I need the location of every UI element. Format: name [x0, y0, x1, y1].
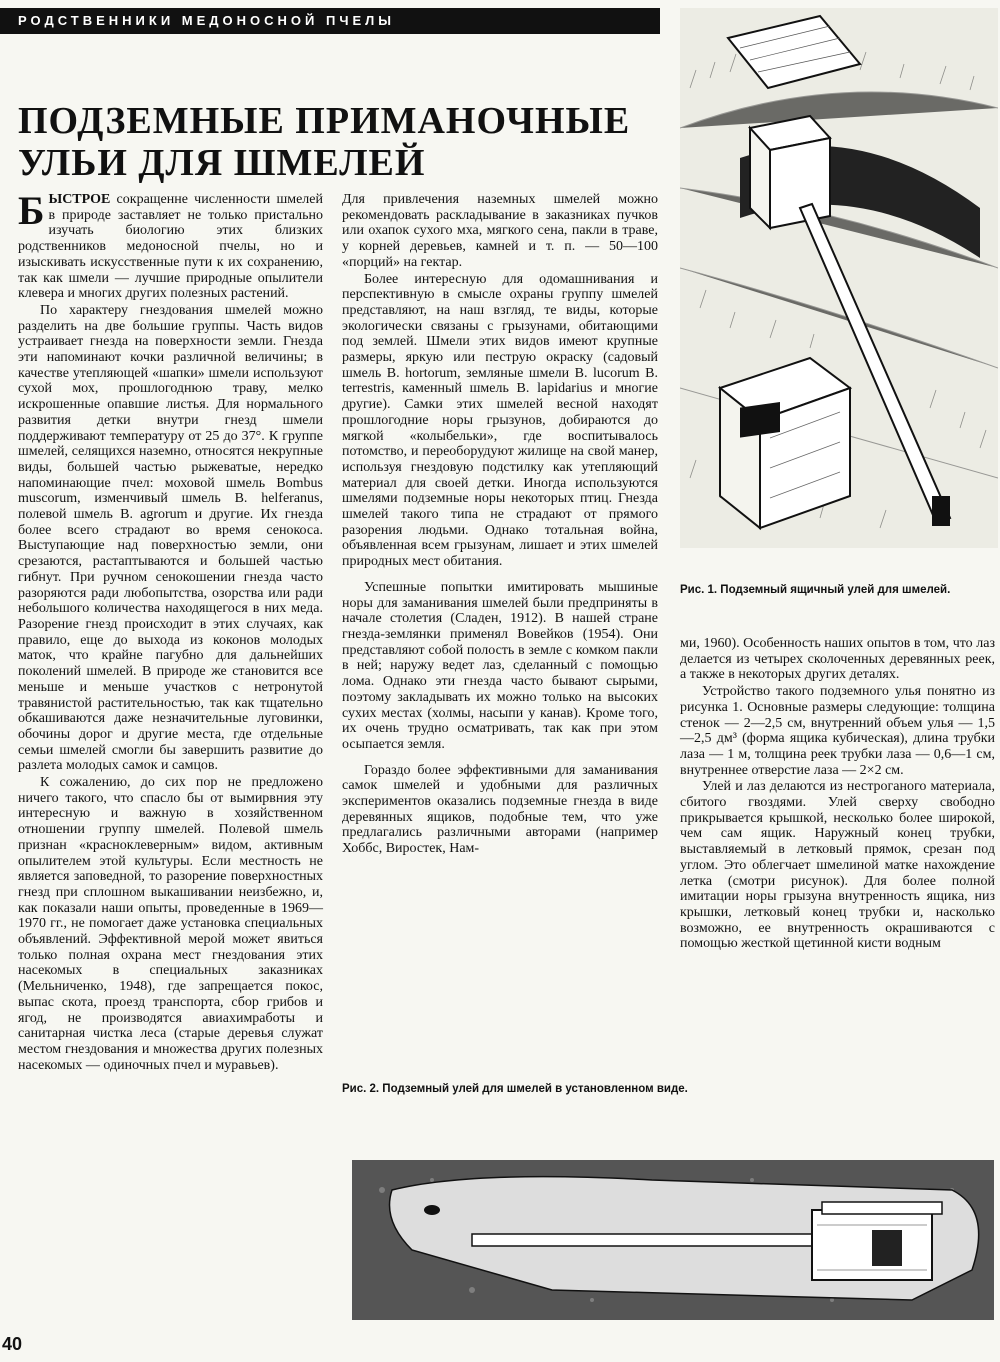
paragraph: Улей и лаз делаются из нестроганого материала, сбитого гвоздями. Улей сверху свободно прикрывается крышкой, несколько более широкой, чем сам ящик. Наружный конец трубки, выставляемый в летковый прямок, срезан под углом. Это облегчает шмелиной матке нахождение летка (смотри рисунок). Для более полной имитации норы грызуна внутренность ящика, низ крышки, летковый конец трубки и, насколько возможно, ее внутренность окрашиваются с помощью жесткой щетинной кисти водным	[680, 779, 995, 952]
column-1	[18, 188, 323, 1073]
paragraph: Гораздо более эффективными для заманивания самок шмелей и удобными для различных экспериментов оказались подземные гнезда в виде деревянных ящиков, подобные тем, что уже предлагались различными авторами (например Хоббс, Виростек, Нам-	[342, 762, 658, 857]
article-title	[18, 100, 658, 184]
paragraph: Устройство такого подземного улья понятно из рисунка 1. Основные размеры следующие: толщина стенок — 2—2,5 см, внутренний объем улья — 1,5—2,5 дм³ (форма ящика кубическая), длина трубки лаза — 1 м, толщина реек трубки лаза — 0,6—1 см, внутреннее отверстие лаза — 2×2 см.	[680, 684, 995, 778]
lead-word: ЫСТРОЕ	[48, 192, 111, 207]
page-number: 40	[2, 1334, 23, 1354]
figure-1-caption: Рис. 1. Подземный ящичный улей для шмелей.	[680, 584, 951, 596]
paragraph: ми, 1960). Особенность наших опытов в том, что лаз делается из четырех сколоченных деревянных реек, а также в некоторых других деталях.	[680, 636, 995, 683]
intro-paragraph	[18, 188, 323, 302]
paragraph: Более интересную для одомашнивания и перспективную в смысле охраны группу шмелей представляют, на наш взгляд, те виды, которые экологически связаны с грызунами, обитающими под землей. Шмели этих видов имеют крупные размеры, яркую или пеструю окраску (садовый шмель B. hortorum, земляные шмели B. lucorum B. terrestris, каменный шмель B. lapidarius и многие другие). Самки этих шмелей весной находят прошлогодние норы грызунов, добираются до мягкой «колыбельки», где воспитывалось потомство, и переоборудуют жилище на свой манер, используя гнездовую подстилку как утепляющий материал для своей детки. Иногда используются шмелями подземные норы некоторых птиц. Гнезда шмелей такого типа не страдают от прямого разорения людьми. Однако тотальная война, объявленная всем грызунам, лишает и этих шмелей природных мест обитания.	[342, 271, 658, 570]
column-3	[680, 636, 995, 952]
paragraph: Успешные попытки имитировать мышиные норы для заманивания шмелей были предприняты в начале столетия (Сладен, 1912). В нашей стране гнезда-землянки применял Вовейков (1954). Они представляют собой полость в земле с комком пакли в ней; наружу ведет лаз, сделанный с помощью лома. Однако эти гнезда часто бывают сырыми, поэтому закладывать их можно только на высоких сухих местах (холмы, насыпи у канав). Кроме того, их очень трудно осматривать, так как при этом осыпается земля.	[342, 579, 658, 752]
box-hive-drawing	[680, 8, 998, 548]
title-line-1: ПОДЗЕМНЫЕ ПРИМАНОЧНЫЕ	[18, 100, 631, 142]
figure-2-caption: Рис. 2. Подземный улей для шмелей в установленном виде.	[342, 1083, 688, 1095]
column-2	[342, 192, 658, 857]
intro-text: сокращенне численности шмелей в природе заставляет не только пристально изучать биологию этих близких родственников медоносной пчелы, но и изыскивать искусственные пути к их сохранению, так как шмели — лучшие природные опылители клевера и многих других полезных растений.	[18, 192, 323, 302]
installed-hive-drawing	[352, 1150, 994, 1320]
title-line-2: УЛЬИ ДЛЯ ШМЕЛЕЙ	[18, 142, 426, 184]
paragraph: К сожалению, до сих пор не предложено ничего такого, что спасло бы от вымирвния эту интересную и важную в хозяйственном отношении группу шмелей. Полевой шмель признан «краснoклеверным» видом, активным опылителем этой культуры. Если местность не является заповедной, то разорение поверхностных гнезд при сплошном выкашивании неизбежно, и, как показали наши опыты, проведенные в 1969—1970 гг., не помогает даже установка специальных объявлений. Эффективной мерой может явиться только полная охрана мест гнездования этих насекомых в специальных заказниках (Мельниченко, 1948), где запрещается покос, выпас скота, проезд транспорта, сбор грибов и ягод, не производятся авиахимработы и санитарная чистка леса (старые деревья служат местом гнездования и множества других полезных насекомых — одиночных пчел и муравьев).	[18, 775, 323, 1073]
section-header: РОДСТВЕННИКИ МЕДОНОСНОЙ ПЧЕЛЫ	[0, 8, 660, 34]
drop-cap: Б	[18, 188, 45, 233]
paragraph: По характеру гнездования шмелей можно разделить на две большие группы. Часть видов устраивает гнезда на поверхности земли. Гнезда эти напоминают кочки различной величины; в качестве утепляющей «шапки» шмели используют сухой мох, прошлогоднюю траву, мелко искрошенные опавшие листья. Для нормального развития детки внутри гнезд шмели поддерживают температуру от 25 до 37°. К группе шмелей, селящихся наземно, относятся некрупные виды, большей частью рыжеватые, нередко напоминающие пчел: моховой шмель Bombus muscorum, изменчивый шмель B. helferanus, полевой шмель B. agrorum и другие. Их гнезда более всего страдают во время сенокоса. Выступающие над поверхностью земли, они срезаются, растаптываются и большей частью гибнут. При ручном сенокошении гнезда часто разоряются ради любопытства, озорства или ради небольшого количества находящегося в них меда. Разорение гнезд происходит в этих случаях, как правило, еще до выхода из коконов молодых маток, что крайне пагубно для дальнейших поколений шмелей. В природе же становится все меньше и меньше участков с нетронутой травянистой растительностью, так как тщательно обкашиваются даже незначительные луговинки, обочины дорог и другие места, где отдельные семьи шмелей смогли бы завершить развитие до разлета молодых самок и самцов.	[18, 302, 323, 774]
paragraph: Для привлечения наземных шмелей можно рекомендовать раскладывание в заказниках пучков или охапок сухого мха, мягкого сена, пакли в траве, у корней деревьев, камней и т. п. — 50—100 «порций» на гектар.	[342, 192, 658, 270]
figure-1-illustration	[680, 8, 998, 548]
figure-2-illustration	[352, 1150, 994, 1320]
